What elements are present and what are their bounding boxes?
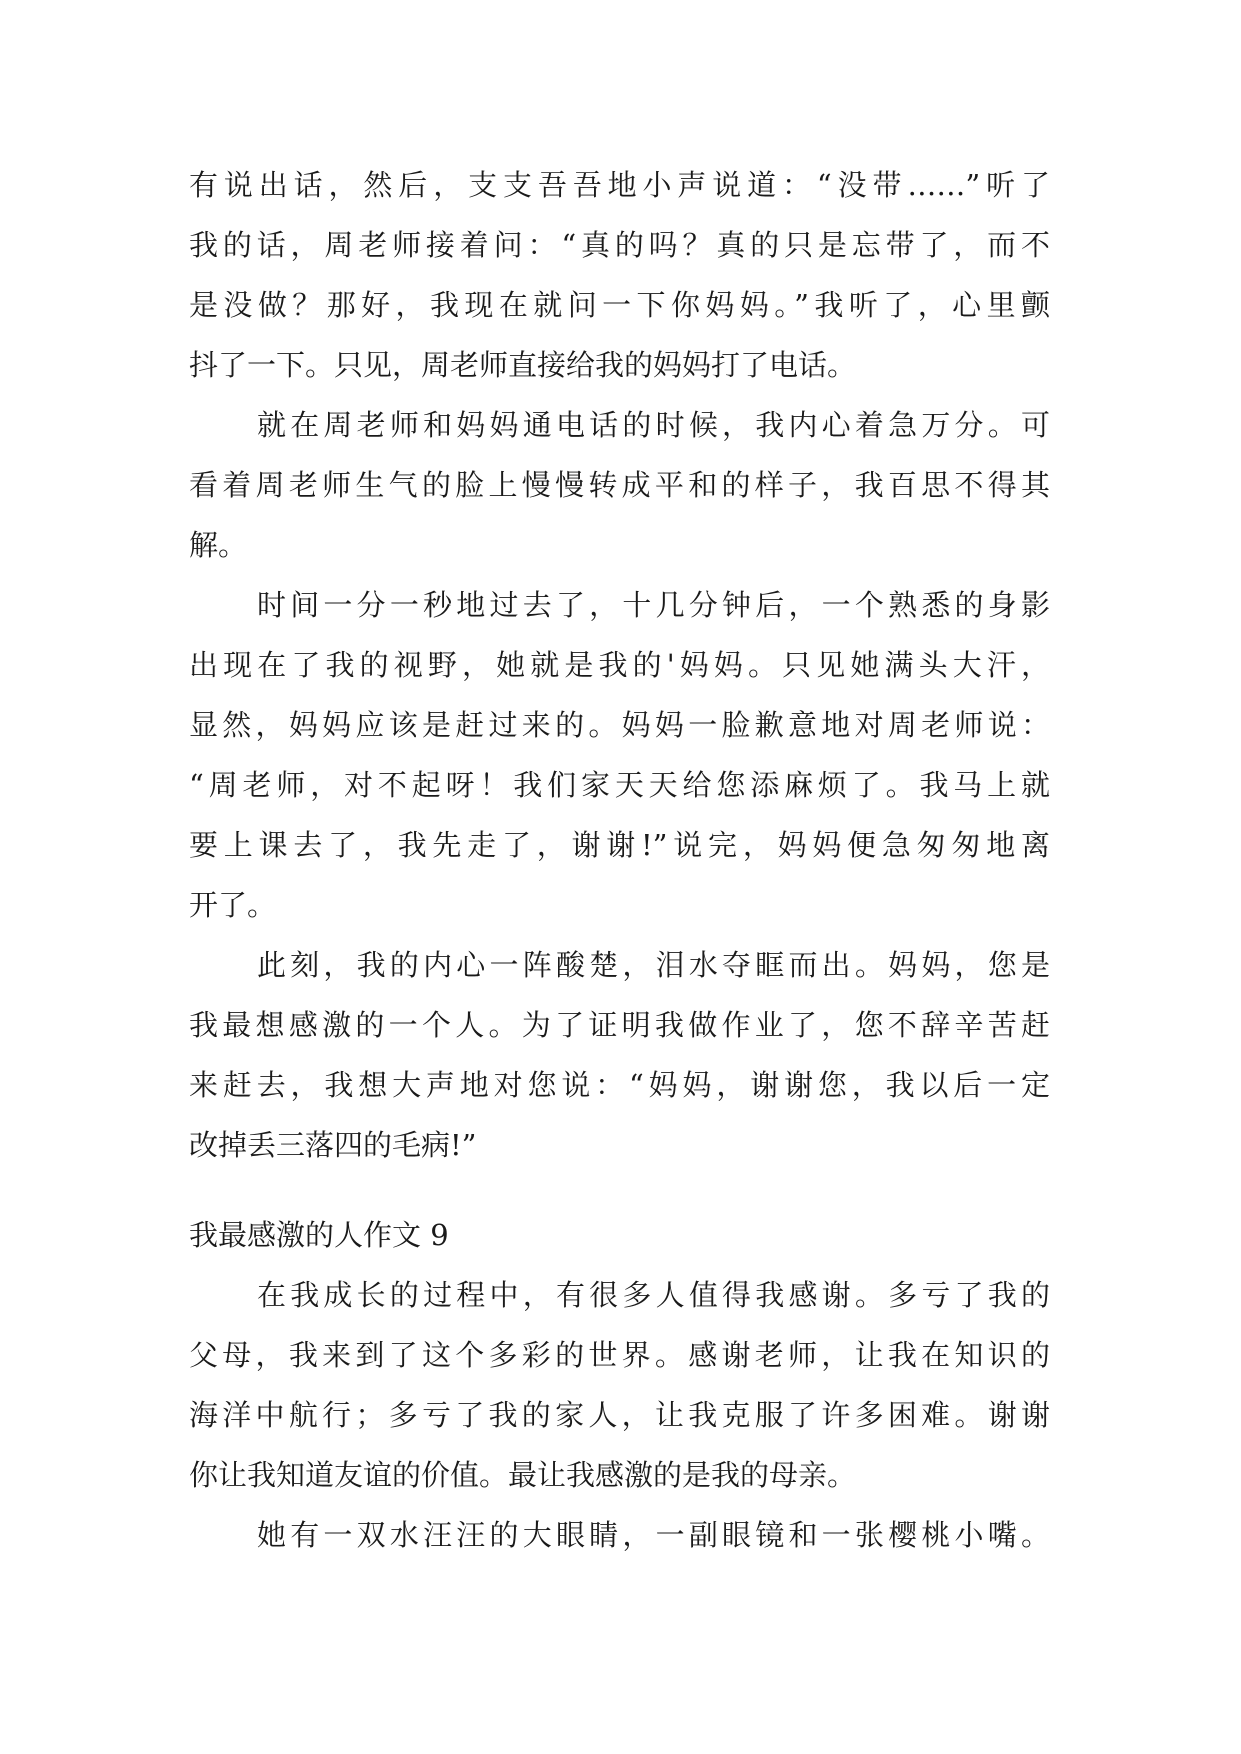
text-line: 要上课去了，我先走了，谢谢!”说完，妈妈便急匆匆地离 (189, 828, 1050, 862)
text-line: 父母，我来到了这个多彩的世界。感谢老师，让我在知识的 (189, 1338, 1050, 1372)
text-line: 看着周老师生气的脸上慢慢转成平和的样子，我百思不得其 (189, 468, 1050, 502)
text-line: 有说出话，然后，支支吾吾地小声说道：“没带……”听了 (189, 168, 1050, 202)
paragraph (189, 1265, 1050, 1505)
text-line: 抖了一下。只见，周老师直接给我的妈妈打了电话。 (189, 348, 857, 382)
essay-body (189, 1265, 1050, 1565)
text-line: 开了。 (189, 888, 277, 922)
text-line: “周老师，对不起呀！我们家天天给您添麻烦了。我马上就 (189, 768, 1050, 802)
text-line: 我最想感激的一个人。为了证明我做作业了，您不辞辛苦赶 (189, 1008, 1050, 1042)
paragraph (189, 935, 1050, 1175)
text-line: 在我成长的过程中，有很多人值得我感谢。多亏了我的 (257, 1278, 1050, 1312)
text-line: 是没做？那好，我现在就问一下你妈妈。”我听了，心里颤 (189, 288, 1050, 322)
text-line: 显然，妈妈应该是赶过来的。妈妈一脸歉意地对周老师说： (189, 708, 1050, 742)
paragraph (189, 1505, 1050, 1565)
text-line: 海洋中航行；多亏了我的家人，让我克服了许多困难。谢谢 (189, 1398, 1050, 1432)
essay-body-continued (189, 155, 1050, 1175)
text-line: 我的话，周老师接着问：“真的吗？真的只是忘带了，而不 (189, 228, 1050, 262)
paragraph (189, 575, 1050, 935)
text-line: 改掉丢三落四的毛病!” (189, 1128, 477, 1162)
section-heading: 我最感激的人作文 9 (189, 1218, 449, 1252)
text-line: 时间一分一秒地过去了，十几分钟后，一个熟悉的身影 (257, 588, 1050, 622)
text-line: 来赶去，我想大声地对您说：“妈妈，谢谢您，我以后一定 (189, 1068, 1050, 1102)
paragraph (189, 395, 1050, 575)
text-line: 此刻，我的内心一阵酸楚，泪水夺眶而出。妈妈，您是 (257, 948, 1050, 982)
text-line: 她有一双水汪汪的大眼睛，一副眼镜和一张樱桃小嘴。 (257, 1518, 1050, 1552)
text-line: 出现在了我的视野，她就是我的'妈妈。只见她满头大汗， (189, 648, 1050, 682)
paragraph (189, 155, 1050, 395)
text-line: 解。 (189, 528, 248, 562)
text-line: 你让我知道友谊的价值。最让我感激的是我的母亲。 (189, 1458, 857, 1492)
text-line: 就在周老师和妈妈通电话的时候，我内心着急万分。可 (257, 408, 1050, 442)
